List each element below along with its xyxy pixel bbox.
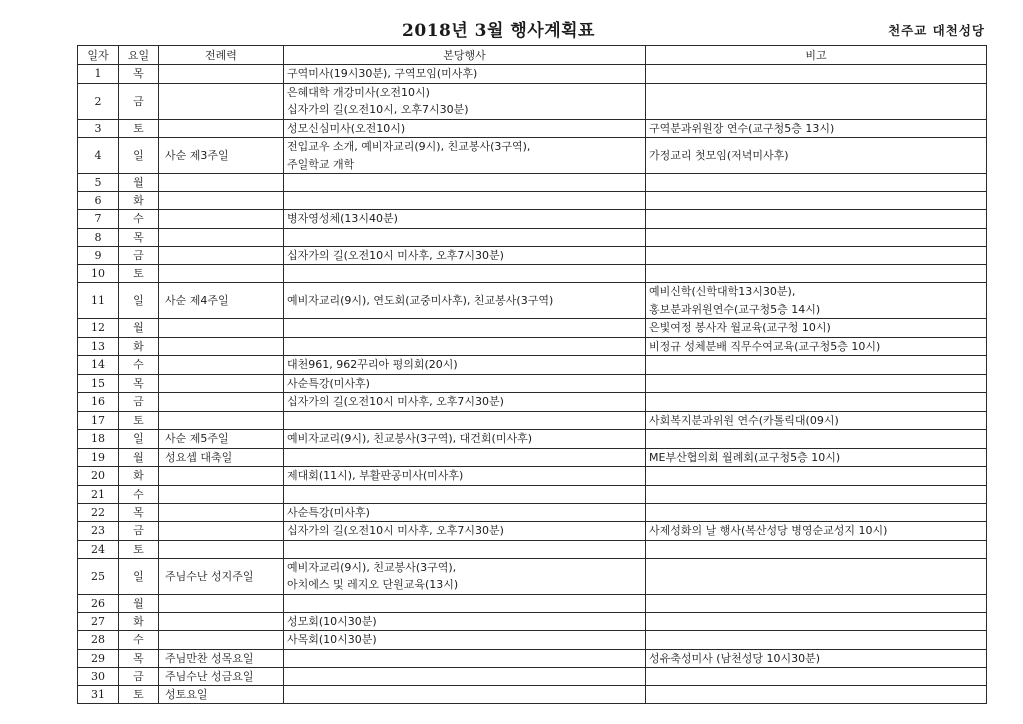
event-line: 병자영성체(13시40분) bbox=[287, 212, 398, 225]
cell-notes bbox=[646, 246, 987, 265]
cell-liturgy: 사순 제4주일 bbox=[159, 283, 284, 319]
cell-notes bbox=[646, 283, 987, 319]
cell-notes bbox=[646, 668, 987, 686]
cell-liturgy bbox=[159, 522, 284, 541]
table-row bbox=[78, 356, 987, 375]
cell-day: 19 bbox=[78, 448, 119, 467]
cell-day: 27 bbox=[78, 612, 119, 631]
cell-notes bbox=[646, 686, 987, 704]
cell-parish-events bbox=[284, 686, 646, 704]
event-line: 성모회(10시30분) bbox=[287, 614, 377, 628]
event-line: 사목회(10시30분) bbox=[287, 633, 377, 646]
cell-notes bbox=[646, 210, 987, 229]
cell-parish-events bbox=[284, 65, 646, 84]
cell-weekday: 월 bbox=[119, 174, 159, 192]
cell-parish-events bbox=[284, 319, 646, 338]
cell-parish-events bbox=[284, 174, 646, 192]
table-row bbox=[78, 631, 987, 650]
event-line: 예비자교리(9시), 친교봉사(3구역), bbox=[287, 560, 457, 574]
cell-weekday: 목 bbox=[119, 65, 159, 84]
cell-weekday: 수 bbox=[119, 485, 159, 503]
cell-liturgy: 사순 제5주일 bbox=[159, 430, 284, 449]
cell-day: 30 bbox=[78, 668, 119, 686]
cell-liturgy bbox=[159, 119, 284, 138]
cell-parish-events bbox=[284, 210, 646, 229]
cell-day: 25 bbox=[78, 558, 119, 594]
cell-parish-events bbox=[284, 265, 646, 283]
cell-parish-events bbox=[284, 356, 646, 375]
cell-liturgy bbox=[159, 503, 284, 522]
table-row bbox=[78, 448, 987, 467]
cell-weekday: 일 bbox=[119, 283, 159, 319]
cell-day: 11 bbox=[78, 283, 119, 319]
cell-notes bbox=[646, 374, 987, 393]
cell-notes bbox=[646, 612, 987, 631]
cell-liturgy bbox=[159, 174, 284, 192]
cell-liturgy bbox=[159, 631, 284, 650]
cell-weekday: 금 bbox=[119, 522, 159, 541]
cell-notes bbox=[646, 430, 987, 449]
event-line: 전입교우 소개, 예비자교리(9시), 친교봉사(3구역), bbox=[287, 140, 531, 153]
cell-weekday: 일 bbox=[119, 558, 159, 594]
cell-day: 8 bbox=[78, 228, 119, 246]
cell-notes bbox=[646, 83, 987, 119]
cell-notes bbox=[646, 393, 987, 412]
cell-liturgy bbox=[159, 594, 284, 612]
cell-weekday: 목 bbox=[119, 503, 159, 522]
cell-parish-events bbox=[284, 467, 646, 486]
cell-day: 31 bbox=[78, 686, 119, 704]
schedule-table bbox=[77, 45, 987, 704]
cell-parish-events bbox=[284, 83, 646, 119]
cell-day: 20 bbox=[78, 467, 119, 486]
cell-notes bbox=[646, 503, 987, 522]
cell-notes bbox=[646, 631, 987, 650]
cell-parish-events bbox=[284, 374, 646, 393]
column-header-day: 일자 bbox=[78, 46, 119, 65]
table-row bbox=[78, 393, 987, 412]
document-title bbox=[0, 16, 1023, 41]
event-line: 십자가의 길(오전10시 미사후, 오후7시30분) bbox=[287, 524, 504, 537]
cell-weekday: 토 bbox=[119, 686, 159, 704]
column-header-weekday: 요일 bbox=[119, 46, 159, 65]
cell-parish-events bbox=[284, 393, 646, 412]
table-row bbox=[78, 228, 987, 246]
table-row bbox=[78, 174, 987, 192]
title-text: 2018년 3월 행사계획표 bbox=[402, 21, 595, 41]
cell-liturgy bbox=[159, 192, 284, 210]
cell-weekday: 목 bbox=[119, 649, 159, 668]
cell-liturgy bbox=[159, 467, 284, 486]
event-line: 은혜대학 개강미사(오전10시) bbox=[287, 85, 430, 99]
table-header-row bbox=[78, 46, 987, 65]
cell-notes bbox=[646, 522, 987, 541]
table-row bbox=[78, 138, 987, 174]
cell-day: 18 bbox=[78, 430, 119, 449]
event-line: 대천961, 962꾸리아 평의회(20시) bbox=[287, 358, 458, 371]
table-row bbox=[78, 540, 987, 558]
table-row bbox=[78, 612, 987, 631]
table-row bbox=[78, 467, 987, 486]
cell-weekday: 일 bbox=[119, 138, 159, 174]
table-row bbox=[78, 411, 987, 430]
cell-parish-events bbox=[284, 668, 646, 686]
table-row bbox=[78, 119, 987, 138]
cell-liturgy bbox=[159, 393, 284, 412]
cell-day: 12 bbox=[78, 319, 119, 338]
cell-notes bbox=[646, 138, 987, 174]
cell-liturgy bbox=[159, 337, 284, 356]
cell-parish-events bbox=[284, 503, 646, 522]
cell-weekday: 화 bbox=[119, 337, 159, 356]
cell-weekday: 목 bbox=[119, 374, 159, 393]
cell-weekday: 화 bbox=[119, 192, 159, 210]
cell-day: 4 bbox=[78, 138, 119, 174]
cell-liturgy bbox=[159, 228, 284, 246]
cell-weekday: 수 bbox=[119, 631, 159, 650]
event-line: 구역미사(19시30분), 구역모임(미사후) bbox=[287, 67, 478, 80]
cell-parish-events bbox=[284, 192, 646, 210]
cell-day: 26 bbox=[78, 594, 119, 612]
cell-notes bbox=[646, 65, 987, 84]
cell-parish-events bbox=[284, 246, 646, 265]
cell-parish-events bbox=[284, 430, 646, 449]
cell-liturgy bbox=[159, 246, 284, 265]
cell-liturgy bbox=[159, 319, 284, 338]
cell-liturgy: 사순 제3주일 bbox=[159, 138, 284, 174]
cell-day: 24 bbox=[78, 540, 119, 558]
table-body bbox=[78, 65, 987, 704]
cell-parish-events bbox=[284, 631, 646, 650]
event-line: 십자가의 길(오전10시 미사후, 오후7시30분) bbox=[287, 248, 504, 262]
table-row bbox=[78, 210, 987, 229]
cell-notes bbox=[646, 594, 987, 612]
table-row bbox=[78, 649, 987, 668]
cell-weekday: 토 bbox=[119, 540, 159, 558]
cell-liturgy: 성요셉 대축일 bbox=[159, 448, 284, 467]
cell-weekday: 목 bbox=[119, 228, 159, 246]
note-line: 사회복지분과위원 연수(카톨릭대(09시) bbox=[649, 413, 839, 427]
cell-day: 22 bbox=[78, 503, 119, 522]
note-line: 가정교리 첫모임(저녁미사후) bbox=[649, 148, 789, 162]
cell-notes bbox=[646, 228, 987, 246]
cell-day: 23 bbox=[78, 522, 119, 541]
note-line: 사제성화의 날 행사(복산성당 병영순교성지 10시) bbox=[649, 524, 888, 537]
cell-liturgy: 주님수난 성지주일 bbox=[159, 558, 284, 594]
table-row bbox=[78, 522, 987, 541]
event-line: 예비자교리(9시), 연도회(교중미사후), 친교봉사(3구역) bbox=[287, 293, 554, 307]
cell-day: 7 bbox=[78, 210, 119, 229]
table-row bbox=[78, 319, 987, 338]
cell-notes bbox=[646, 356, 987, 375]
event-line: 사순특강(미사후) bbox=[287, 376, 370, 390]
column-header-notes: 비고 bbox=[646, 46, 987, 65]
note-line: 은빛여정 봉사자 월교육(교구청 10시) bbox=[649, 321, 831, 334]
cell-day: 16 bbox=[78, 393, 119, 412]
cell-parish-events bbox=[284, 649, 646, 668]
cell-notes bbox=[646, 337, 987, 356]
cell-notes bbox=[646, 411, 987, 430]
table-row bbox=[78, 668, 987, 686]
table-row bbox=[78, 686, 987, 704]
cell-weekday: 금 bbox=[119, 83, 159, 119]
table-row bbox=[78, 374, 987, 393]
cell-parish-events bbox=[284, 411, 646, 430]
event-line: 사순특강(미사후) bbox=[287, 505, 370, 519]
cell-liturgy: 주님만찬 성목요일 bbox=[159, 649, 284, 668]
table-row bbox=[78, 83, 987, 119]
cell-weekday: 금 bbox=[119, 393, 159, 412]
cell-weekday: 금 bbox=[119, 668, 159, 686]
event-line: 아치에스 및 레지오 단원교육(13시) bbox=[287, 578, 459, 591]
cell-day: 28 bbox=[78, 631, 119, 650]
table-row bbox=[78, 558, 987, 594]
cell-parish-events bbox=[284, 119, 646, 138]
event-line: 주일학교 개학 bbox=[287, 157, 355, 171]
cell-parish-events bbox=[284, 522, 646, 541]
table-row bbox=[78, 65, 987, 84]
cell-liturgy bbox=[159, 540, 284, 558]
cell-parish-events bbox=[284, 337, 646, 356]
cell-parish-events bbox=[284, 228, 646, 246]
table-row bbox=[78, 265, 987, 283]
column-header-parish-events: 본당행사 bbox=[284, 46, 646, 65]
table-row bbox=[78, 503, 987, 522]
cell-day: 14 bbox=[78, 356, 119, 375]
cell-liturgy bbox=[159, 210, 284, 229]
cell-day: 3 bbox=[78, 119, 119, 138]
cell-liturgy bbox=[159, 374, 284, 393]
cell-liturgy bbox=[159, 485, 284, 503]
cell-parish-events bbox=[284, 540, 646, 558]
cell-weekday: 화 bbox=[119, 612, 159, 631]
cell-notes bbox=[646, 448, 987, 467]
cell-weekday: 월 bbox=[119, 448, 159, 467]
cell-weekday: 화 bbox=[119, 467, 159, 486]
note-line: 성유축성미사 (남천성당 10시30분) bbox=[649, 651, 821, 665]
cell-notes bbox=[646, 540, 987, 558]
cell-weekday: 수 bbox=[119, 356, 159, 375]
column-header-liturgy: 전례력 bbox=[159, 46, 284, 65]
event-line: 십자가의 길(오전10시, 오후7시30분) bbox=[287, 103, 469, 116]
cell-parish-events bbox=[284, 283, 646, 319]
cell-day: 10 bbox=[78, 265, 119, 283]
cell-parish-events bbox=[284, 594, 646, 612]
cell-weekday: 월 bbox=[119, 319, 159, 338]
note-line: ME부산협의회 월례회(교구청5층 10시) bbox=[649, 450, 841, 464]
cell-notes bbox=[646, 467, 987, 486]
cell-notes bbox=[646, 485, 987, 503]
table-row bbox=[78, 485, 987, 503]
cell-day: 15 bbox=[78, 374, 119, 393]
cell-liturgy: 주님수난 성금요일 bbox=[159, 668, 284, 686]
event-line: 제대회(11시), 부활판공미사(미사후) bbox=[287, 469, 464, 482]
cell-liturgy bbox=[159, 612, 284, 631]
cell-liturgy bbox=[159, 65, 284, 84]
cell-liturgy bbox=[159, 356, 284, 375]
cell-weekday: 토 bbox=[119, 265, 159, 283]
note-line: 비정규 성체분배 직무수여교육(교구청5층 10시) bbox=[649, 339, 881, 353]
cell-notes bbox=[646, 558, 987, 594]
cell-liturgy bbox=[159, 83, 284, 119]
cell-parish-events bbox=[284, 448, 646, 467]
table-row bbox=[78, 337, 987, 356]
cell-notes bbox=[646, 192, 987, 210]
cell-day: 6 bbox=[78, 192, 119, 210]
event-line: 성모신심미사(오전10시) bbox=[287, 121, 406, 135]
cell-day: 9 bbox=[78, 246, 119, 265]
cell-liturgy bbox=[159, 265, 284, 283]
cell-notes bbox=[646, 119, 987, 138]
cell-day: 21 bbox=[78, 485, 119, 503]
table-row bbox=[78, 246, 987, 265]
cell-day: 2 bbox=[78, 83, 119, 119]
cell-weekday: 토 bbox=[119, 119, 159, 138]
note-line: 예비신학(신학대학13시30분), bbox=[649, 285, 796, 298]
cell-weekday: 토 bbox=[119, 411, 159, 430]
organization-name: 천주교 대천성당 bbox=[888, 23, 985, 38]
cell-parish-events bbox=[284, 485, 646, 503]
cell-notes bbox=[646, 265, 987, 283]
cell-parish-events bbox=[284, 558, 646, 594]
cell-weekday: 수 bbox=[119, 210, 159, 229]
cell-day: 5 bbox=[78, 174, 119, 192]
event-line: 예비자교리(9시), 친교봉사(3구역), 대건회(미사후) bbox=[287, 432, 532, 445]
table-row bbox=[78, 192, 987, 210]
cell-day: 13 bbox=[78, 337, 119, 356]
cell-day: 29 bbox=[78, 649, 119, 668]
cell-notes bbox=[646, 649, 987, 668]
cell-day: 1 bbox=[78, 65, 119, 84]
cell-notes bbox=[646, 174, 987, 192]
table-row bbox=[78, 283, 987, 319]
cell-notes bbox=[646, 319, 987, 338]
cell-weekday: 월 bbox=[119, 594, 159, 612]
event-line: 십자가의 길(오전10시 미사후, 오후7시30분) bbox=[287, 395, 504, 408]
cell-parish-events bbox=[284, 138, 646, 174]
cell-day: 17 bbox=[78, 411, 119, 430]
note-line: 구역분과위원장 연수(교구청5층 13시) bbox=[649, 121, 835, 135]
cell-liturgy bbox=[159, 411, 284, 430]
cell-weekday: 일 bbox=[119, 430, 159, 449]
note-line: 홍보분과위원연수(교구청5층 14시) bbox=[649, 302, 821, 316]
table-row bbox=[78, 594, 987, 612]
cell-parish-events bbox=[284, 612, 646, 631]
cell-weekday: 금 bbox=[119, 246, 159, 265]
cell-liturgy: 성토요일 bbox=[159, 686, 284, 704]
table-row bbox=[78, 430, 987, 449]
